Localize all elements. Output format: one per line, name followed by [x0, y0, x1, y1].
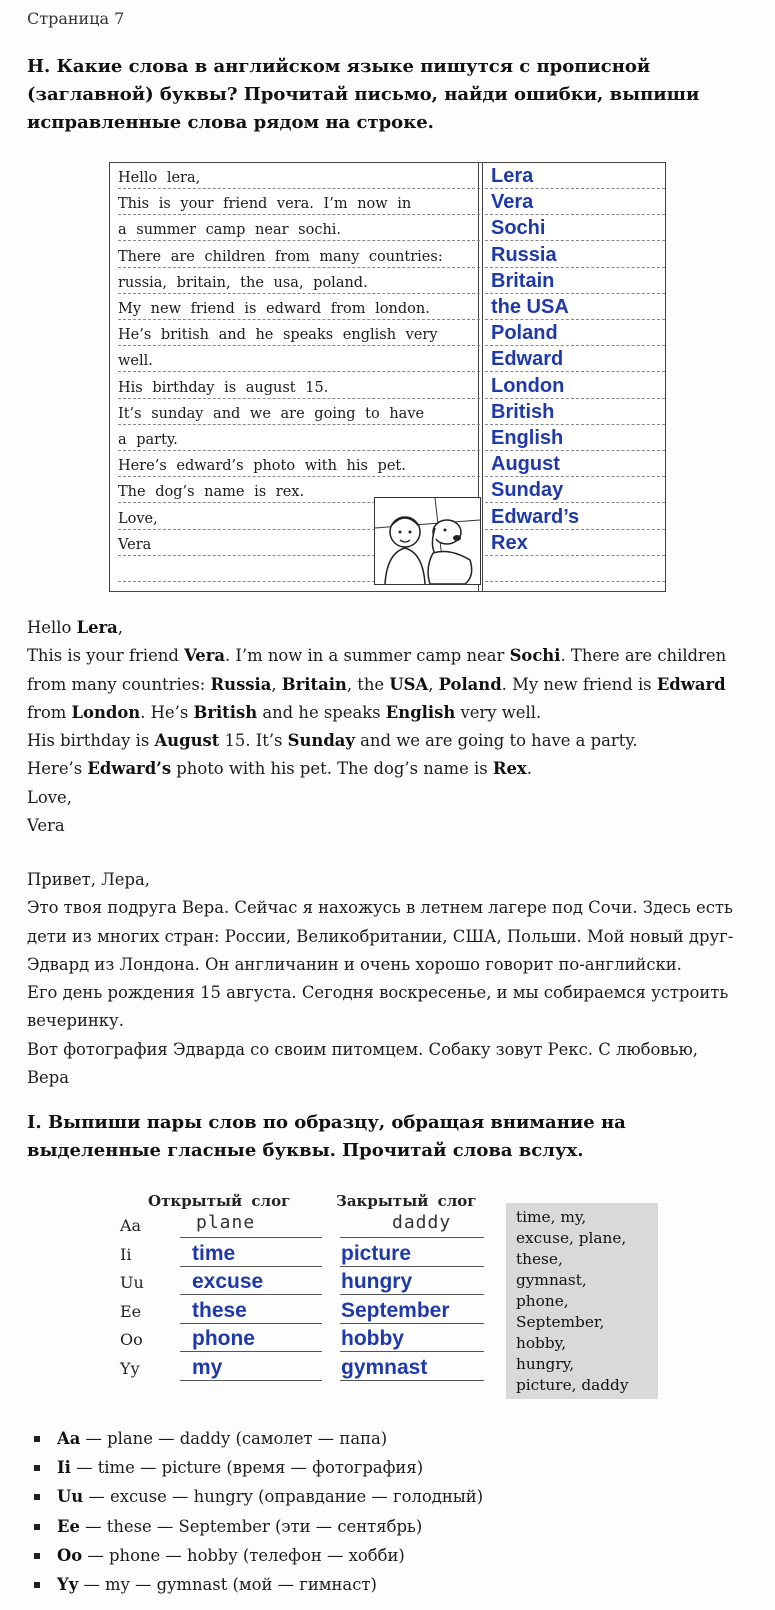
word-bank-line: hobby,: [516, 1334, 567, 1352]
answer-line: [180, 1266, 322, 1267]
answer-line: [340, 1323, 484, 1324]
summary-item: [27, 1570, 483, 1599]
corrected-word: [485, 556, 665, 582]
open-syllable-word: these: [192, 1298, 247, 1322]
summary-letter: Yy: [57, 1575, 79, 1595]
summary-letter: Uu: [57, 1487, 84, 1507]
boy-with-dog-illustration: [374, 497, 481, 585]
answer-line: [340, 1294, 484, 1295]
sample-closed-word: daddy: [392, 1212, 452, 1233]
summary-text: — plane — daddy (самолет — папа): [80, 1429, 388, 1448]
corrected-word: Russia: [485, 242, 665, 268]
corrected-word: Rex: [492, 759, 527, 779]
answer-line: [180, 1323, 322, 1324]
answer-line: [180, 1237, 322, 1238]
corrected-word: Edward’s: [485, 504, 665, 530]
translation-paragraph: Привет, Лера,: [27, 870, 150, 889]
closed-syllable-header: Закрытый слог: [336, 1192, 477, 1210]
letter-line: The dog’s name is rex.: [118, 477, 480, 503]
letter-line: There are children from many countries:: [118, 242, 480, 268]
corrected-word: English: [485, 425, 665, 451]
corrected-word: USA: [389, 674, 429, 694]
summary-text: — time — picture (время — фотография): [70, 1458, 424, 1478]
corrected-word: Poland: [485, 320, 665, 346]
row-letter: Ii: [120, 1244, 132, 1264]
closed-syllable-word: September: [341, 1298, 450, 1322]
sample-open-word: plane: [196, 1212, 256, 1233]
summary-item: [27, 1424, 483, 1453]
answer-line: [340, 1237, 484, 1238]
closed-syllable-word: gymnast: [341, 1356, 428, 1379]
word-bank-line: excuse, plane,: [516, 1229, 627, 1247]
summary-item: [27, 1453, 483, 1482]
syllable-summary-list: [27, 1424, 483, 1599]
page-label: Страница 7: [27, 9, 125, 28]
corrected-word: Britain: [281, 674, 347, 694]
letter-line: It’s sunday and we are going to have: [118, 399, 480, 425]
corrected-word: Vera: [184, 646, 225, 666]
corrected-word: British: [193, 702, 258, 722]
corrected-word: Sochi: [509, 646, 561, 666]
summary-item: [27, 1541, 483, 1570]
corrected-word: London: [71, 702, 141, 722]
corrected-word: Sunday: [287, 731, 355, 751]
row-letter: Ee: [120, 1301, 142, 1321]
open-syllable-word: time: [192, 1241, 236, 1265]
corrected-word: Edward’s: [87, 759, 172, 779]
letter-line: a summer camp near sochi.: [118, 215, 480, 241]
answer-line: [180, 1294, 322, 1295]
letter-line: Love,: [118, 504, 480, 530]
letter-line: russia, britain, the usa, poland.: [118, 268, 480, 294]
corrected-word: Vera: [485, 189, 665, 215]
answer-line: [180, 1351, 322, 1352]
word-bank-line: phone,: [516, 1292, 569, 1310]
letter-paragraph: Vera: [27, 816, 65, 836]
letter-line: a party.: [118, 425, 480, 451]
task-i-title: I. Выпиши пары слов по образцу, обращая внимание на выделенные гласные буквы. Прочитай слова вслух.: [27, 1112, 626, 1161]
corrected-word: Edward: [656, 674, 726, 694]
corrected-word: London: [485, 373, 665, 399]
letter-paragraph: Love,: [27, 787, 72, 807]
summary-letter: Ii: [57, 1458, 71, 1478]
corrected-letter: [27, 614, 762, 840]
letter-line: Vera: [118, 530, 480, 556]
letter-line: My new friend is edward from london.: [118, 294, 480, 320]
corrected-word: August: [485, 451, 665, 477]
summary-letter: Aa: [57, 1429, 81, 1448]
word-bank: [506, 1203, 658, 1399]
open-syllable-word: phone: [192, 1327, 255, 1351]
word-bank-line: these,: [516, 1250, 563, 1268]
corrected-word: Russia: [210, 674, 272, 694]
corrected-word: Lera: [485, 163, 665, 189]
letter-paragraph: Hello Lera,: [27, 618, 123, 637]
open-syllable-word: my: [192, 1356, 223, 1379]
word-bank-line: time, my,: [516, 1208, 587, 1226]
letter-line: This is your friend vera. I’m now in: [118, 189, 480, 215]
summary-text: — phone — hobby (телефон — хобби): [82, 1545, 405, 1565]
task-h-title: H. Какие слова в английском языке пишутся с прописной (заглавной) буквы? Прочитай письмо, найди ошибки, выпиши исправленные слова рядом на строке.: [27, 56, 700, 133]
summary-text: — excuse — hungry (оправдание — голодный): [83, 1487, 484, 1507]
letter-line: Hello lera,: [118, 163, 480, 189]
letter-paragraph: Here’s Edward’s photo with his pet. The dog’s name is Rex.: [27, 759, 532, 779]
letter-exercise-table: [109, 162, 666, 592]
letter-translation: [27, 866, 762, 1092]
translation-paragraph: Его день рождения 15 августа. Сегодня воскресенье, и мы собираемся устроить вечеринку.: [27, 983, 729, 1031]
corrected-word: the USA: [485, 294, 665, 320]
letter-paragraph: His birthday is August 15. It’s Sunday and we are going to have a party.: [27, 731, 638, 751]
corrected-word: August: [154, 731, 220, 751]
word-bank-line: hungry,: [516, 1355, 575, 1373]
word-bank-line: September,: [516, 1313, 605, 1331]
row-letter: Oo: [120, 1330, 143, 1350]
letter-line: well.: [118, 346, 480, 372]
corrected-word: Poland: [438, 674, 502, 694]
word-bank-line: gymnast,: [516, 1271, 587, 1289]
summary-letter: Oo: [57, 1545, 83, 1565]
letter-line: Here’s edward’s photo with his pet.: [118, 451, 480, 477]
open-syllable-word: excuse: [192, 1270, 264, 1294]
corrected-word: Lera: [76, 618, 118, 637]
answer-line: [340, 1266, 484, 1267]
answer-line: [340, 1351, 484, 1352]
summary-item: [27, 1482, 483, 1511]
row-letter: Yy: [120, 1359, 140, 1378]
answer-line: [340, 1380, 484, 1381]
closed-syllable-word: hobby: [341, 1327, 404, 1351]
corrected-word: Sunday: [485, 477, 665, 503]
closed-syllable-word: hungry: [341, 1270, 413, 1294]
row-letter: Uu: [120, 1273, 144, 1293]
open-syllable-header: Открытый слог: [148, 1192, 291, 1210]
translation-paragraph: Вот фотография Эдварда со своим питомцем. Собаку зовут Рекс. С любовью,: [27, 1039, 699, 1059]
summary-letter: Ee: [57, 1516, 80, 1536]
corrected-word: Sochi: [485, 215, 665, 241]
corrected-word: Edward: [485, 346, 665, 372]
letter-line: He’s british and he speaks english very: [118, 320, 480, 346]
row-letter: Aa: [120, 1216, 142, 1235]
closed-syllable-word: picture: [341, 1241, 412, 1265]
letter-line: His birthday is august 15.: [118, 373, 480, 399]
summary-text: — these — September (эти — сентябрь): [79, 1516, 423, 1536]
corrected-word: British: [485, 399, 665, 425]
letter-paragraph: This is your friend Vera. I’m now in a summer camp near Sochi. There are children from many countries: Russia, Britain, the USA, Poland. My new friend is Edward from London. He’s British and he speaks English very well.: [27, 646, 727, 722]
corrected-word: English: [385, 702, 456, 722]
corrected-word: Rex: [485, 530, 665, 556]
summary-item: [27, 1512, 483, 1541]
answer-line: [180, 1380, 322, 1381]
word-bank-line: picture, daddy: [516, 1376, 629, 1394]
translation-paragraph: Это твоя подруга Вера. Сейчас я нахожусь в летнем лагере под Сочи. Здесь есть дети из многих стран: России, Великобритании, США, Польши. Мой новый друг-Эдвард из Лондона. Он англичанин и очень хорошо говорит по-английски.: [27, 898, 734, 974]
summary-text: — my — gymnast (мой — гимнаст): [78, 1575, 377, 1595]
corrected-word: Britain: [485, 268, 665, 294]
translation-paragraph: Вера: [27, 1068, 70, 1088]
